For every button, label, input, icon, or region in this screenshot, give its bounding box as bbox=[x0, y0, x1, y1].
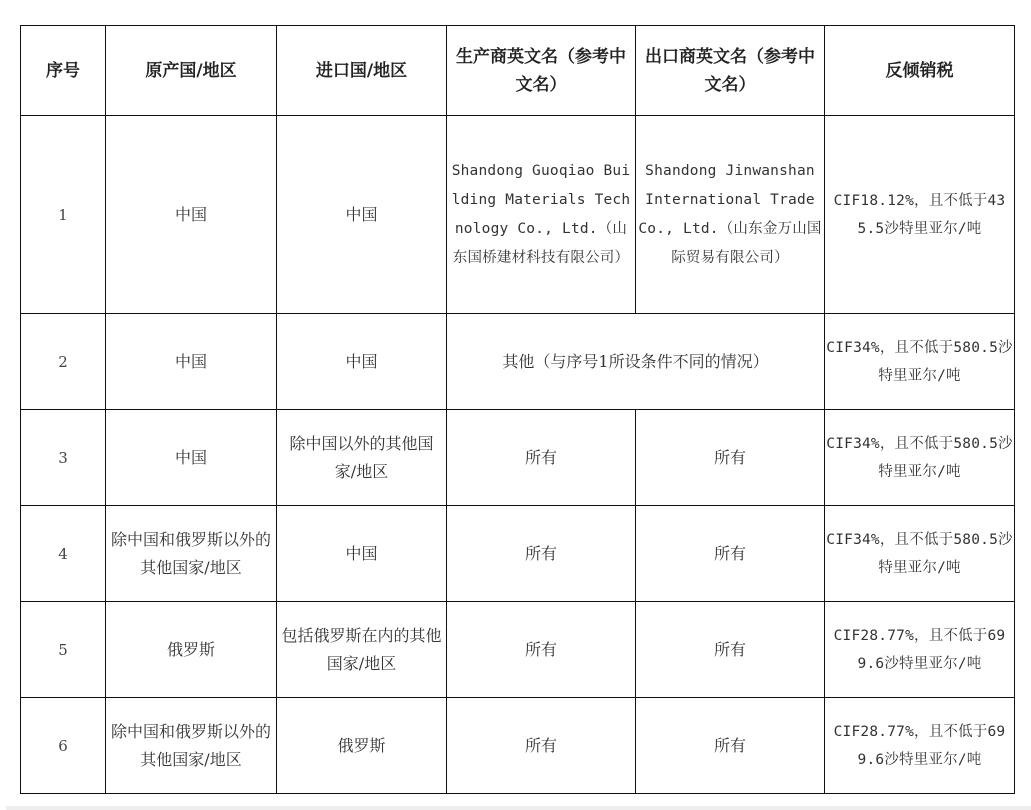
cell-index: 1 bbox=[21, 116, 106, 314]
cell-index: 4 bbox=[21, 506, 106, 602]
cell-index: 3 bbox=[21, 410, 106, 506]
cell-producer-exporter-merged: 其他（与序号1所设条件不同的情况） bbox=[447, 314, 825, 410]
table-row bbox=[21, 410, 1015, 506]
table-row bbox=[21, 314, 1015, 410]
header-exporter-name: 出口商英文名（参考中文名） bbox=[636, 26, 825, 116]
cell-index: 6 bbox=[21, 698, 106, 794]
cell-exporter-name: Shandong Jinwanshan International Trade Co., Ltd.（山东金万山国际贸易有限公司） bbox=[636, 116, 825, 314]
bottom-divider bbox=[6, 806, 1031, 810]
header-anti-dumping-duty: 反倾销税 bbox=[825, 26, 1015, 116]
cell-anti-dumping-duty: CIF34%，且不低于580.5沙特里亚尔/吨 bbox=[825, 506, 1015, 602]
cell-origin-country: 中国 bbox=[106, 314, 277, 410]
cell-origin-country: 俄罗斯 bbox=[106, 602, 277, 698]
anti-dumping-duty-table-container bbox=[20, 25, 1015, 794]
cell-import-country: 包括俄罗斯在内的其他国家/地区 bbox=[277, 602, 447, 698]
cell-anti-dumping-duty: CIF28.77%，且不低于699.6沙特里亚尔/吨 bbox=[825, 698, 1015, 794]
cell-origin-country: 中国 bbox=[106, 116, 277, 314]
cell-exporter-name: 所有 bbox=[636, 506, 825, 602]
cell-producer-name: 所有 bbox=[447, 698, 636, 794]
cell-index: 2 bbox=[21, 314, 106, 410]
table-row bbox=[21, 602, 1015, 698]
table-row bbox=[21, 116, 1015, 314]
cell-exporter-name: 所有 bbox=[636, 602, 825, 698]
header-origin-country: 原产国/地区 bbox=[106, 26, 277, 116]
cell-import-country: 中国 bbox=[277, 314, 447, 410]
cell-origin-country: 除中国和俄罗斯以外的其他国家/地区 bbox=[106, 506, 277, 602]
header-index: 序号 bbox=[21, 26, 106, 116]
cell-import-country: 中国 bbox=[277, 116, 447, 314]
cell-producer-name: 所有 bbox=[447, 410, 636, 506]
cell-anti-dumping-duty: CIF34%，且不低于580.5沙特里亚尔/吨 bbox=[825, 314, 1015, 410]
cell-import-country: 除中国以外的其他国家/地区 bbox=[277, 410, 447, 506]
table-row bbox=[21, 698, 1015, 794]
table-row bbox=[21, 506, 1015, 602]
cell-exporter-name: 所有 bbox=[636, 410, 825, 506]
cell-exporter-name: 所有 bbox=[636, 698, 825, 794]
cell-origin-country: 除中国和俄罗斯以外的其他国家/地区 bbox=[106, 698, 277, 794]
cell-import-country: 中国 bbox=[277, 506, 447, 602]
header-producer-name: 生产商英文名（参考中文名） bbox=[447, 26, 636, 116]
anti-dumping-duty-table bbox=[20, 25, 1015, 794]
cell-index: 5 bbox=[21, 602, 106, 698]
cell-producer-name: Shandong Guoqiao Building Materials Technology Co., Ltd.（山东国桥建材科技有限公司） bbox=[447, 116, 636, 314]
cell-import-country: 俄罗斯 bbox=[277, 698, 447, 794]
cell-anti-dumping-duty: CIF28.77%，且不低于699.6沙特里亚尔/吨 bbox=[825, 602, 1015, 698]
cell-anti-dumping-duty: CIF18.12%，且不低于435.5沙特里亚尔/吨 bbox=[825, 116, 1015, 314]
cell-producer-name: 所有 bbox=[447, 602, 636, 698]
header-import-country: 进口国/地区 bbox=[277, 26, 447, 116]
table-header-row bbox=[21, 26, 1015, 116]
cell-origin-country: 中国 bbox=[106, 410, 277, 506]
cell-anti-dumping-duty: CIF34%，且不低于580.5沙特里亚尔/吨 bbox=[825, 410, 1015, 506]
cell-producer-name: 所有 bbox=[447, 506, 636, 602]
